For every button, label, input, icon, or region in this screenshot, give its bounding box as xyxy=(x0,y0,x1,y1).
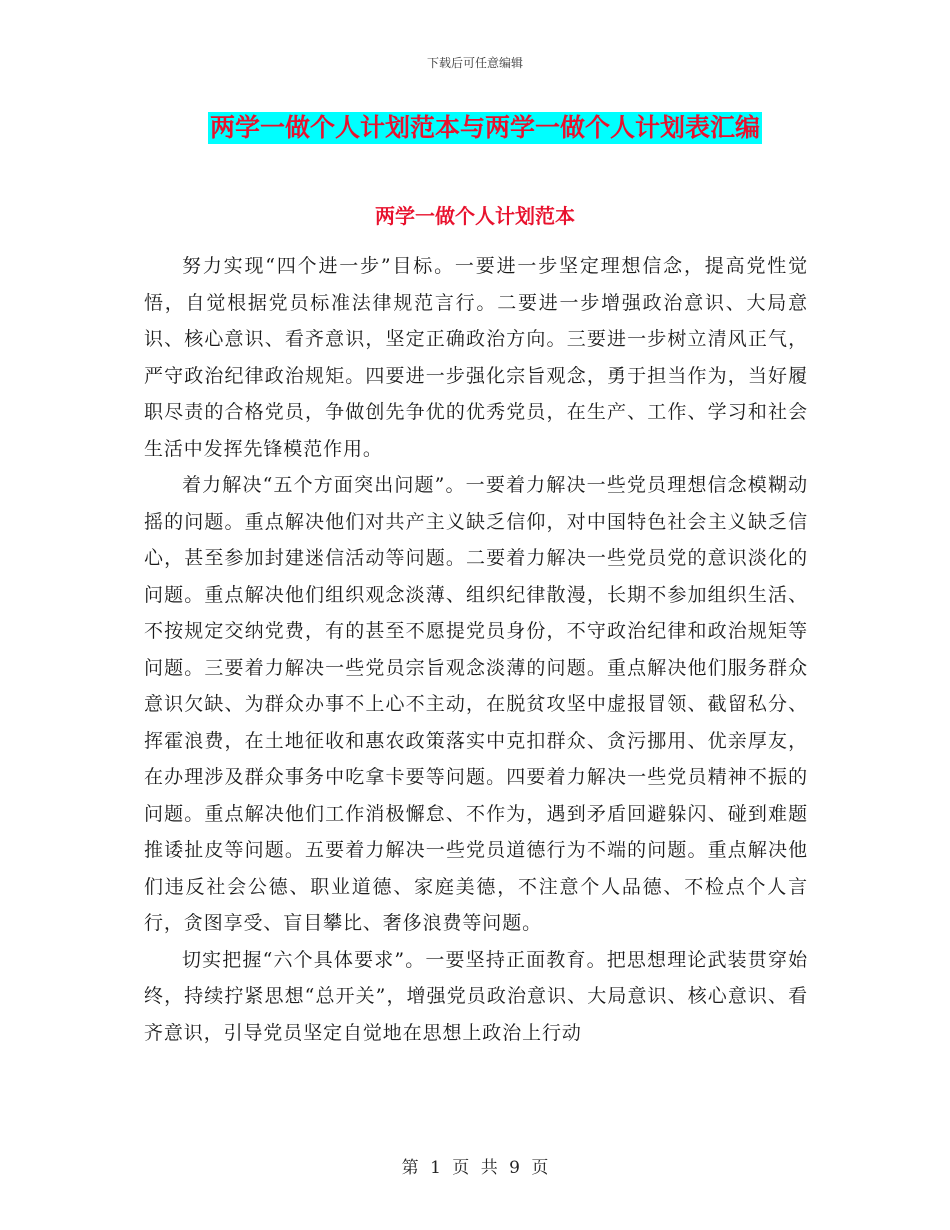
header-note: 下载后可任意编辑 xyxy=(426,56,523,70)
paragraph: 切实把握“六个具体要求”。一要坚持正面教育。把思想理论武装贯穿始终，持续拧紧思想“总开关”，增强党员政治意识、大局意识、核心意识、看齐意识，引导党员坚定自觉地在思想上政治上行动 xyxy=(144,948,808,1044)
paragraph: 着力解决“五个方面突出问题”。一要着力解决一些党员理想信念模糊动摇的问题。重点解决他们对共产主义缺乏信仰，对中国特色社会主义缺乏信心，甚至参加封建迷信活动等问题。二要着力解决一些党员党的意识淡化的问题。重点解决他们组织观念淡薄、组织纪律散漫，长期不参加组织生活、不按规定交纳党费，有的甚至不愿提党员身份，不守政治纪律和政治规矩等问题。三要着力解决一些党员宗旨观念淡薄的问题。重点解决他们服务群众意识欠缺、为群众办事不上心不主动，在脱贫攻坚中虚报冒领、截留私分、挥霍浪费，在土地征收和惠农政策落实中克扣群众、贪污挪用、优亲厚友，在办理涉及群众事务中吃拿卡要等问题。四要着力解决一些党员精神不振的问题。重点解决他们工作消极懈怠、不作为，遇到矛盾回避躲闪、碰到难题推诿扯皮等问题。五要着力解决一些党员道德行为不端的问题。重点解决他们违反社会公德、职业道德、家庭美德，不注意个人品德、不检点个人言行，贪图享受、盲目攀比、奢侈浪费等问题。 xyxy=(144,474,808,934)
document-title: 两学一做个人计划范本与两学一做个人计划表汇编 xyxy=(210,113,761,142)
page-footer: 第 1 页 共 9 页 xyxy=(401,1158,549,1178)
body-text xyxy=(144,248,808,1051)
paragraph: 努力实现“四个进一步”目标。一要进一步坚定理想信念，提高党性觉悟，自觉根据党员标准法律规范言行。二要进一步增强政治意识、大局意识、核心意识、看齐意识，坚定正确政治方向。三要进一步树立清风正气，严守政治纪律政治规矩。四要进一步强化宗旨观念，勇于担当作为，当好履职尽责的合格党员，争做创先争优的优秀党员，在生产、工作、学习和社会生活中发挥先锋模范作用。 xyxy=(144,255,808,460)
section-title: 两学一做个人计划范本 xyxy=(375,204,575,228)
